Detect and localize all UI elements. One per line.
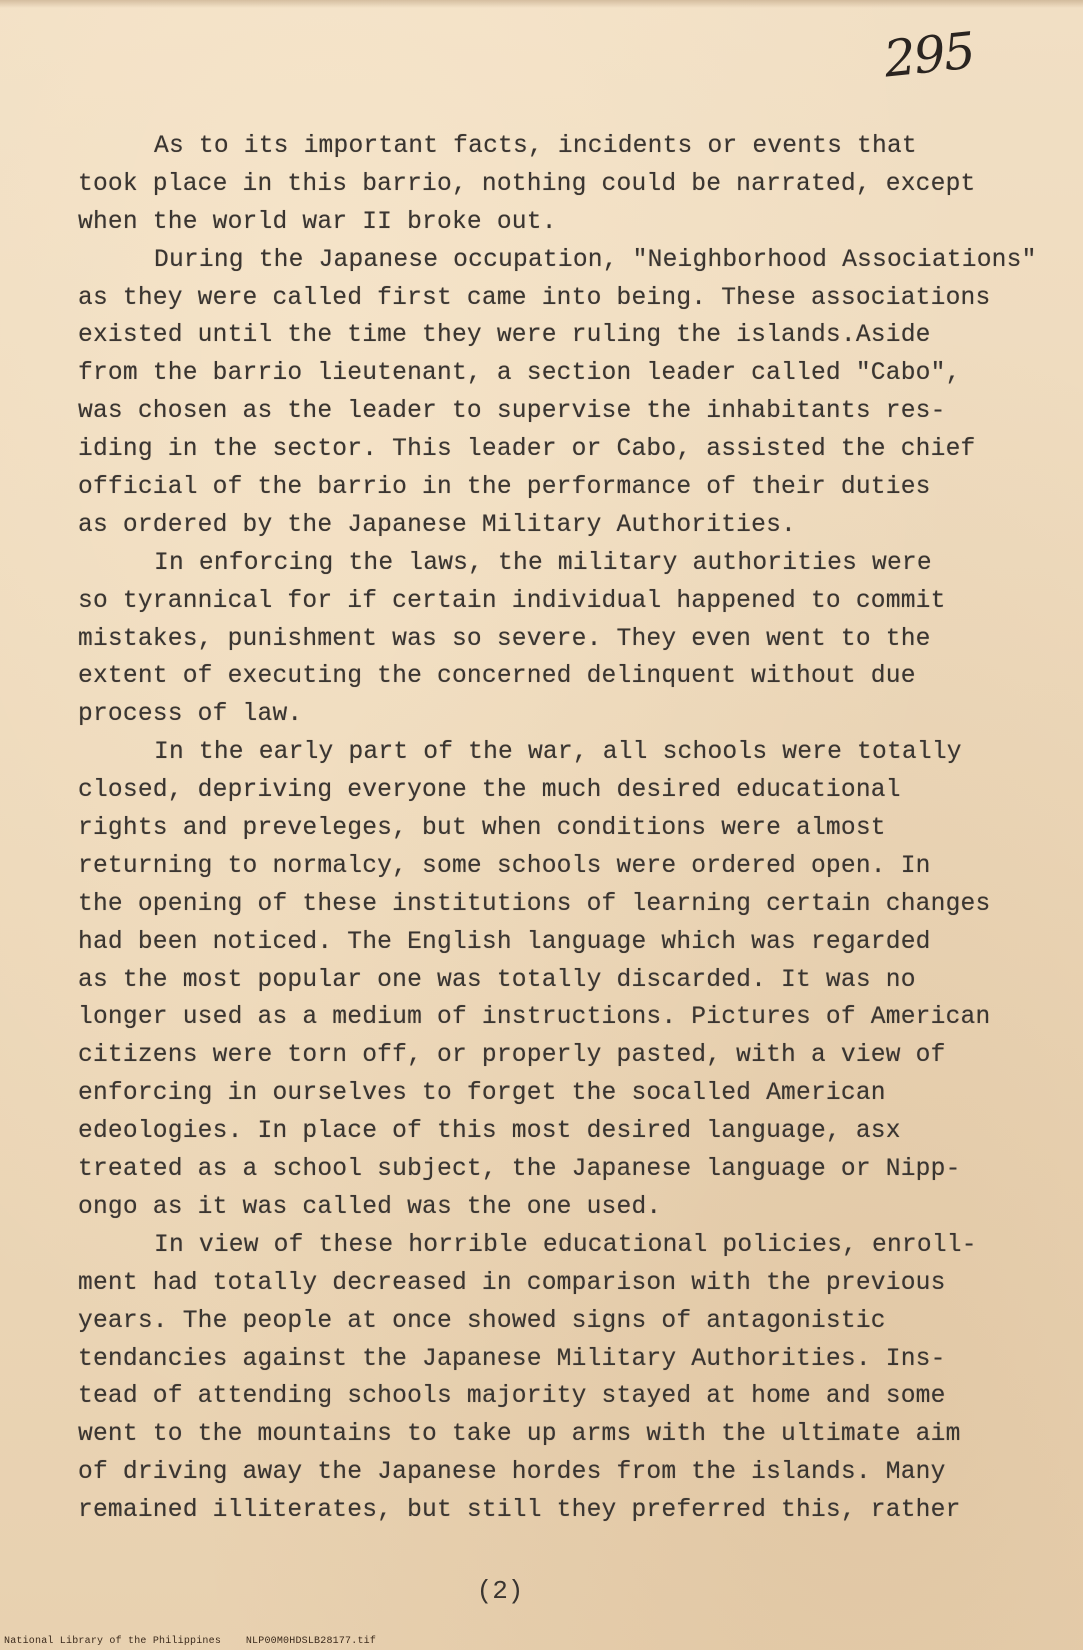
text-line: official of the barrio in the performance of their duties <box>78 474 931 502</box>
text-line: treated as a school subject, the Japanese language or Nipp- <box>78 1156 961 1184</box>
text-line: so tyrannical for if certain individual happened to commit <box>78 587 946 615</box>
paper-edge <box>0 0 1083 8</box>
text-line: In enforcing the laws, the military authorities were <box>154 549 932 577</box>
text-line: edeologies. In place of this most desired language, asx <box>78 1118 901 1146</box>
text-line: process of law. <box>78 701 303 729</box>
text-line: ment had totally decreased in comparison with the previous <box>78 1269 946 1297</box>
text-line: During the Japanese occupation, "Neighborhood Associations" <box>154 246 1037 274</box>
text-line: remained illiterates, but still they preferred this, rather <box>78 1497 961 1525</box>
text-line: as the most popular one was totally discarded. It was no <box>78 966 916 994</box>
footer-page-label: (2) <box>476 1576 524 1606</box>
text-line: tead of attending schools majority stayed at home and some <box>78 1383 946 1411</box>
text-line: from the barrio lieutenant, a section leader called "Cabo", <box>78 360 961 388</box>
text-line: when the world war II broke out. <box>78 208 557 236</box>
text-line: took place in this barrio, nothing could be narrated, except <box>78 170 976 198</box>
text-line: longer used as a medium of instructions. Pictures of American <box>78 1004 991 1032</box>
text-line: was chosen as the leader to supervise the inhabitants res- <box>78 398 946 426</box>
text-line: In the early part of the war, all schools were totally <box>154 739 962 767</box>
text-line: had been noticed. The English language which was regarded <box>78 928 931 956</box>
text-line: closed, depriving everyone the much desired educational <box>78 777 901 805</box>
text-line: tendancies against the Japanese Military Authorities. Ins- <box>78 1345 946 1373</box>
text-line: mistakes, punishment was so severe. They even went to the <box>78 625 931 653</box>
text-line: iding in the sector. This leader or Cabo, assisted the chief <box>78 436 976 464</box>
archive-stamp: National Library of the Philippines NLP00M0HDSLB28177.tif <box>4 1636 377 1647</box>
typed-body-text <box>78 128 1038 1530</box>
text-line: years. The people at once showed signs of antagonistic <box>78 1307 886 1335</box>
text-line: extent of executing the concerned delinquent without due <box>78 663 916 691</box>
text-line: as they were called first came into being. These associations <box>78 284 991 312</box>
text-line: enforcing in ourselves to forget the socalled American <box>78 1080 886 1108</box>
text-line: citizens were torn off, or properly pasted, with a view of <box>78 1042 946 1070</box>
text-line: existed until the time they were ruling the islands.Aside <box>78 322 931 350</box>
text-line: went to the mountains to take up arms with the ultimate aim <box>78 1421 961 1449</box>
handwritten-page-number: 295 <box>881 21 977 89</box>
text-line: In view of these horrible educational policies, enroll- <box>154 1231 977 1259</box>
text-line: returning to normalcy, some schools were ordered open. In <box>78 852 931 880</box>
text-line: the opening of these institutions of learning certain changes <box>78 890 991 918</box>
text-line: ongo as it was called was the one used. <box>78 1193 662 1221</box>
text-line: As to its important facts, incidents or events that <box>154 133 917 160</box>
text-line: as ordered by the Japanese Military Authorities. <box>78 511 797 539</box>
text-line: rights and preveleges, but when conditions were almost <box>78 815 886 843</box>
text-line: of driving away the Japanese hordes from the islands. Many <box>78 1459 946 1487</box>
